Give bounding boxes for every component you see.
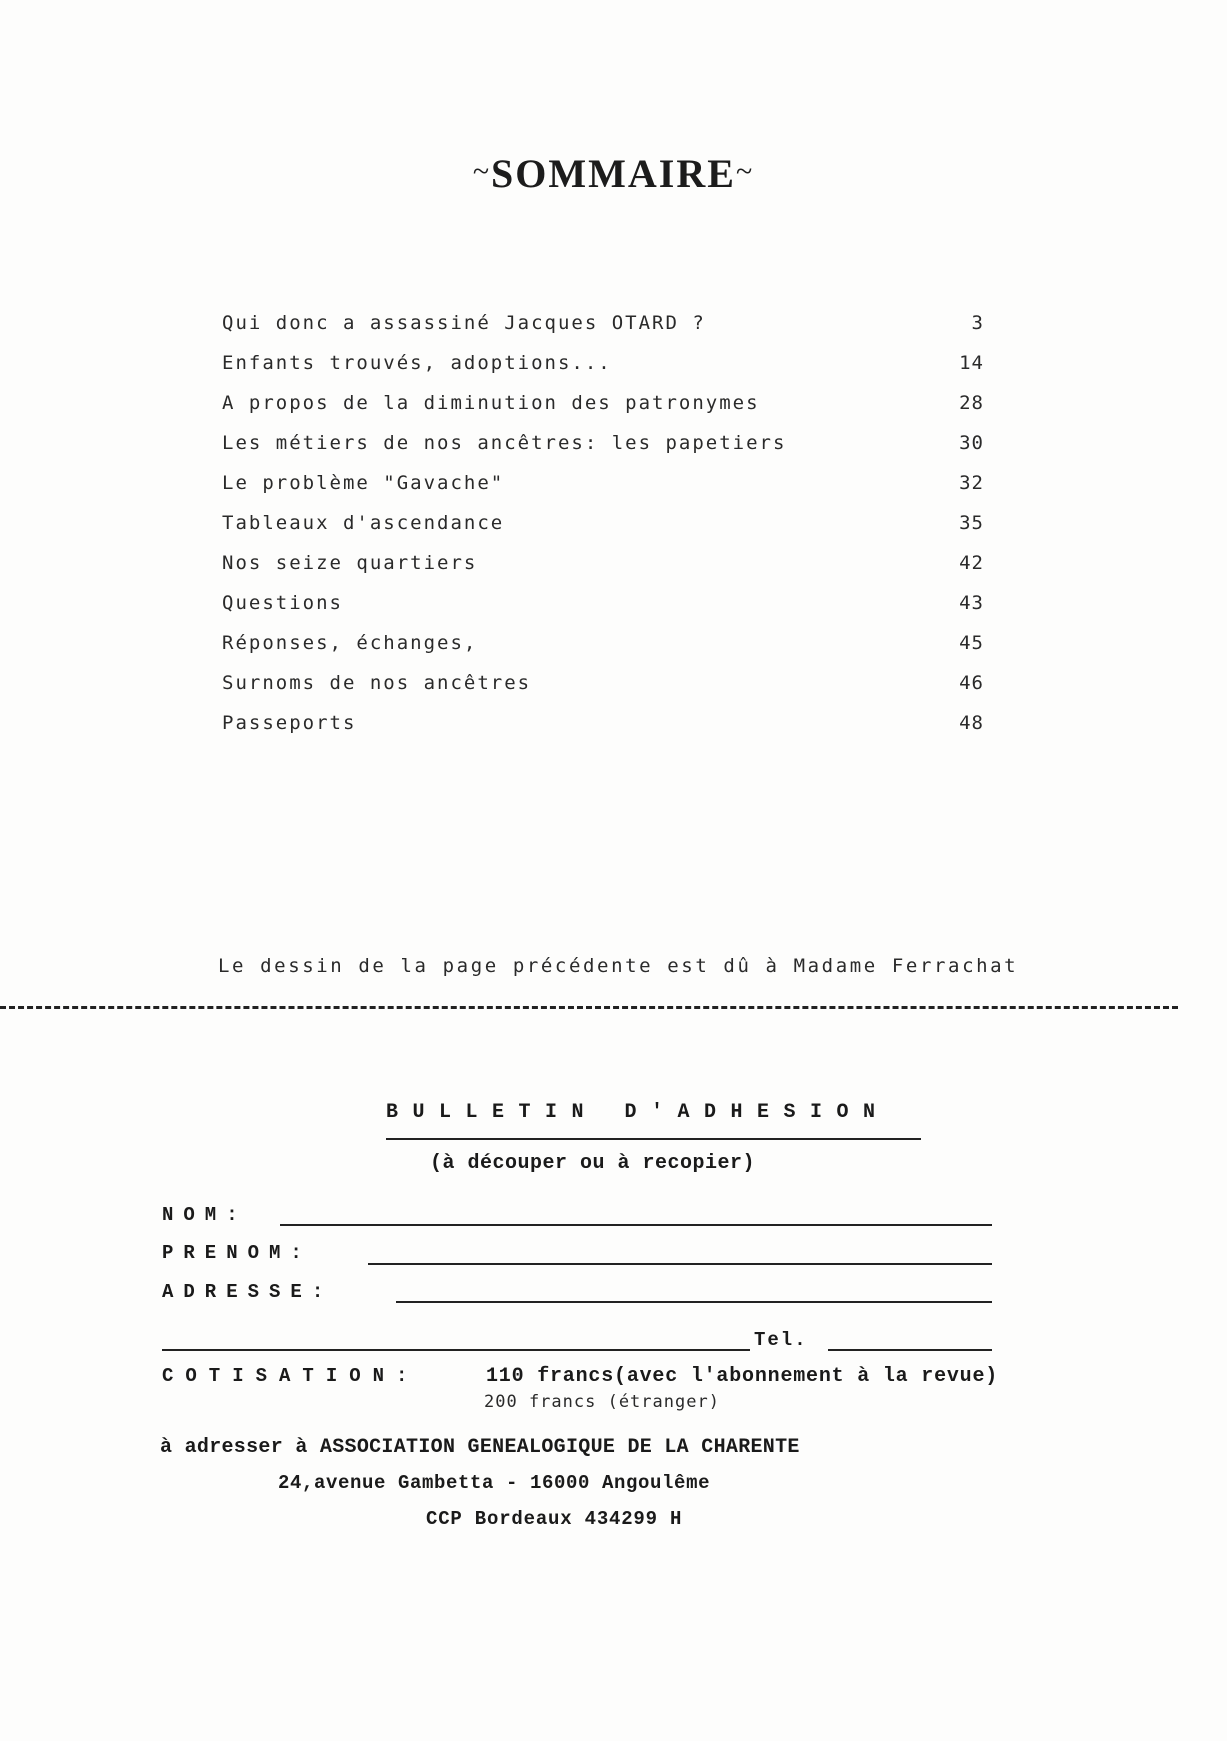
bulletin-title-underline bbox=[386, 1138, 921, 1140]
toc-entry-title: Réponses, échanges, bbox=[222, 632, 478, 654]
prenom-field[interactable] bbox=[368, 1263, 992, 1265]
toc-entry-title: Nos seize quartiers bbox=[222, 552, 478, 574]
toc-entry-page: 48 bbox=[959, 712, 984, 734]
adresse-label: ADRESSE: bbox=[162, 1281, 334, 1303]
toc-entry-page: 28 bbox=[959, 392, 984, 414]
toc-entry bbox=[222, 472, 984, 502]
toc-entry-title: Tableaux d'ascendance bbox=[222, 512, 505, 534]
toc-entry-page: 46 bbox=[959, 672, 984, 694]
toc-entry-page: 42 bbox=[959, 552, 984, 574]
cotisation-foreign: 200 francs (étranger) bbox=[484, 1392, 720, 1412]
cotisation-text: 110 francs(avec l'abonnement à la revue) bbox=[486, 1365, 999, 1388]
toc-entry bbox=[222, 352, 984, 382]
adresse-field[interactable] bbox=[396, 1301, 992, 1303]
title-prefix: ~ bbox=[472, 155, 492, 188]
cotisation-label: COTISATION: bbox=[162, 1365, 420, 1387]
toc-entry-page: 14 bbox=[959, 352, 984, 374]
toc-entry bbox=[222, 592, 984, 622]
toc-entry-title: Questions bbox=[222, 592, 343, 614]
mailing-address-line-1: à adresser à ASSOCIATION GENEALOGIQUE DE LA CHARENTE bbox=[160, 1436, 800, 1459]
toc-entry-page: 35 bbox=[959, 512, 984, 534]
prenom-label: PRENOM: bbox=[162, 1242, 312, 1264]
toc-entry-title: A propos de la diminution des patronymes bbox=[222, 392, 760, 414]
toc-entry bbox=[222, 512, 984, 542]
nom-field[interactable] bbox=[280, 1224, 992, 1226]
toc-entry-title: Enfants trouvés, adoptions... bbox=[222, 352, 612, 374]
toc-entry bbox=[222, 672, 984, 702]
mailing-address-line-2: 24,avenue Gambetta - 16000 Angoulême bbox=[278, 1472, 711, 1494]
toc-entry-page: 43 bbox=[959, 592, 984, 614]
illustration-credit: Le dessin de la page précédente est dû à Madame Ferrachat bbox=[218, 955, 1019, 977]
toc-entry bbox=[222, 392, 984, 422]
toc-entry-page: 45 bbox=[959, 632, 984, 654]
toc-entry bbox=[222, 312, 984, 342]
tel-label: Tel. bbox=[754, 1329, 808, 1351]
bulletin-subtitle: (à découper ou à recopier) bbox=[430, 1152, 756, 1175]
tel-field[interactable] bbox=[828, 1349, 992, 1351]
toc-entry-page: 3 bbox=[971, 312, 984, 334]
toc-entry-page: 32 bbox=[959, 472, 984, 494]
toc-entry-title: Le problème "Gavache" bbox=[222, 472, 505, 494]
title-text: SOMMAIRE bbox=[491, 151, 736, 196]
toc-entry bbox=[222, 432, 984, 462]
toc-entry bbox=[222, 712, 984, 742]
toc-entry-title: Surnoms de nos ancêtres bbox=[222, 672, 532, 694]
toc-entry bbox=[222, 552, 984, 582]
nom-label: NOM: bbox=[162, 1204, 248, 1226]
toc-entry bbox=[222, 632, 984, 662]
toc-entry-title: Les métiers de nos ancêtres: les papetiers bbox=[222, 432, 787, 454]
cut-dashed-line bbox=[0, 1006, 1178, 1009]
page-title bbox=[0, 150, 1227, 197]
toc-entry-title: Qui donc a assassiné Jacques OTARD ? bbox=[222, 312, 706, 334]
adresse-field-line-2[interactable] bbox=[162, 1349, 750, 1351]
toc-entry-page: 30 bbox=[959, 432, 984, 454]
bulletin-title: BULLETIN D'ADHESION bbox=[386, 1101, 890, 1124]
title-suffix: ~ bbox=[735, 155, 755, 188]
toc-entry-title: Passeports bbox=[222, 712, 357, 734]
mailing-address-line-3: CCP Bordeaux 434299 H bbox=[426, 1508, 683, 1530]
